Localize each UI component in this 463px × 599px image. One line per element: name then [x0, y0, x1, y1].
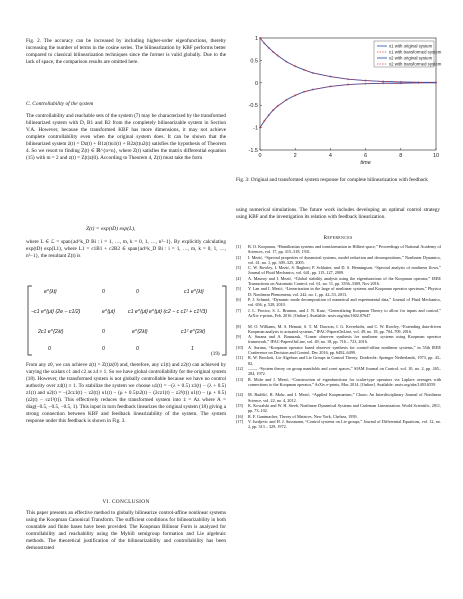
- reference-text: I. Mezić, “Spectral properties of dynamical systems, model reduction and decompositions,” Nonlinear Dynamics, vol. 41, no. 1, pp. 309–325, 2005.: [248, 254, 441, 265]
- x-tick-label: 2: [293, 153, 297, 159]
- reference-text: V. Jurdjevic and H. J. Sussmann, “Control systems on Lie groups,” Journal of Differential Equations, vol. 12, no. 2, pp. 313 – 329, 1972.: [248, 418, 441, 430]
- legend-label: x1 with original system: [389, 43, 433, 49]
- reference-number: [12]: [236, 365, 243, 371]
- reference-number: [10]: [236, 344, 243, 350]
- paragraph-intro: Fig. 2. The accuracy can be increased by including higher-order eigenfunctions, thereby increasing the number of terms in the cosine series. The bilinearization by KBF performs better compared to classical bilinearization techniques since the former is valid globally. Due to the lack of space, the comparison results are omitted here.: [26, 38, 226, 65]
- reference-text: R. F. Gantmacher, Theory of Matrices. New York, Chelsea, 1959.: [248, 413, 358, 419]
- matrix-r3c4: c1² e^{2λt}: [181, 329, 206, 335]
- matrix-right-bracket: [222, 286, 226, 355]
- matrix-r3c3: e^{2λt}: [132, 329, 148, 335]
- reference-number: [6]: [236, 297, 241, 302]
- reference-number: [13]: [236, 376, 243, 382]
- matrix-r3c2: 0: [102, 329, 105, 335]
- reference-number: [3]: [236, 265, 241, 271]
- x-tick-label: 4: [328, 153, 332, 159]
- matrix-r2c3: c1 e^{μt}: [128, 309, 148, 315]
- figure-3-caption: Fig. 3: Original and transformed system response for complete bilinearization with feedback: [236, 177, 428, 184]
- reference-number: [14]: [236, 392, 243, 398]
- matrix-r4c2: 0: [102, 346, 105, 352]
- reference-text: A. Surana, “Koopman operator based observer synthesis for control-affine nonlinear systems,” in 55th IEEE Conference on Decision and Control, Dec 2016, pp. 6492–6499.: [248, 344, 441, 355]
- reference-number: [2]: [236, 254, 241, 260]
- matrix-r4c4: 1: [191, 346, 194, 352]
- equation-zt: Z(t) = exp(tD) exp(L),: [86, 226, 136, 232]
- paragraph-global-controllability: From any z0, we can achieve z(t) = Z(t)z(0) and, therefore, any z1(t) and z2(t) can achieved by varying the scalars c1 and c2 as z4 ≡ 1. So we have global controllability for the original system (18). However, the transformed system is not globally controllable because we have no control authority over z4(t) ≡ 1. To stabilize the system we choose u1(t) = −(λ + 0.5) z1(t) − (λ + 0.5) z1(t) and u2(t) = −(2cz1(t) − z2(t)) u1(t) − (μ + 0.5)z2(t) − (2cz1(t) − z2²(t)) u1(t) − (μ + 0.5)(z2(t) − cz1²(t)). This effectively reduces the transformed system into ż = Az where A = diag(−0.5, −0.5, −0.5, 1). This input in turn feedback linearizes the original system (18) giving a strong connection between KBF and feedback linearizability of the system. The system response under this feedback is shown in Fig. 3.: [26, 362, 226, 424]
- paragraph-future-work: using numerical simulations. The future work includes developing an optimal control strategy using KBF and the investigation its relation with feedback linearization.: [236, 207, 440, 220]
- x-tick-label: 0: [258, 153, 262, 159]
- matrix-r4c3: 0: [136, 346, 139, 352]
- y-tick-label: 0.5: [250, 58, 258, 65]
- x-tick-label: 8: [399, 153, 403, 159]
- matrix-r1c4: c1 e^{λt}: [184, 289, 204, 295]
- matrix-equation-19: [26, 283, 231, 359]
- reference-text: J. L. Proctor, S. L. Brunton, and J. N. Kutz, “Generalizing Koopman Theory to allow for inputs and control,” ArXiv e-prints, Feb. 2016. [Online]. Available: arxiv.org/abs/1602.07647: [248, 307, 441, 318]
- y-tick-label: 1: [254, 36, 258, 42]
- reference-number: [1]: [236, 244, 241, 249]
- matrix-r2c2: e^{μt}: [102, 309, 116, 315]
- matrix-r2c4: e^{μt} (c2 − c c1² + c1³/3): [149, 309, 208, 315]
- references-heading: References: [323, 235, 353, 241]
- matrix-r4c1: 0: [48, 346, 51, 352]
- matrix-r1c1: e^{λt}: [44, 289, 57, 295]
- x-axis-label: time: [360, 160, 371, 166]
- y-tick-label: -1: [253, 125, 258, 132]
- reference-text: M. Budišić, R. Mohr, and I. Mezić, “Applied Koopmanism,” Chaos: An Interdisciplinary Journal of Nonlinear Science, vol. 22, no. 4, 2012.: [248, 392, 441, 403]
- equation-number-19: (19): [211, 351, 220, 357]
- reference-text: ——, “System theory on group manifolds and coset spaces,” SIAM Journal on Control, vol. 10, no. 2, pp. 265–284, 1972.: [248, 365, 441, 377]
- legend-label: x1 with transformed system: [389, 49, 442, 55]
- x-tick-label: 10: [432, 153, 440, 159]
- paragraph-where-l: where L ∈ ℒ = span{ad^k_D Bi : i = 1, …, m, k = 0, 1, …, n²−1}. By explicitly calculating exp(tD) exp(L1), where L1 = c1B1 + c2B2 ∈ span{ad^k_D Bi : i = 1, …, m, k = 0, 1, …, n²−1}, the resultant Z(t) is: [26, 239, 226, 259]
- matrix-left-bracket: [28, 286, 32, 355]
- reference-text: K. Kowalski and W. H. Steeb, Nonlinear Dynamical Systems and Carleman Linearization. World Scientific, 2011, pp. 73–102.: [248, 403, 441, 414]
- matrix-r1c3: 0: [136, 289, 139, 295]
- matrix-r2c1: −c1 e^{μt} (2e − c1/2): [31, 309, 81, 315]
- reference-text: P. J. Schmid, “Dynamic mode decomposition of numerical and experimental data,” Journal of Fluid Mechanics, vol. 656, p. 528, 2010.: [248, 297, 441, 308]
- legend-label: x2 with original system: [389, 55, 433, 61]
- reference-text: A. Surana and A. Banaszuk, “Linear observer synthesis for nonlinear systems using Koopman operator framework,” IFAC-PapersOnLine, vol. 49, no. 18, pp. 716 – 723, 2016.: [248, 334, 441, 345]
- reference-text: C. W. Rowley, I. Mezić, S. Bagheri, P. Schlatter, and D. S. Henningson, “Spectral analysis of nonlinear flows,” Journal of Fluid Mechanics, vol. 641, pp. 115–127, 2009.: [248, 265, 441, 276]
- y-tick-label: -0.5: [248, 103, 258, 110]
- y-tick-label: -1.5: [248, 148, 258, 154]
- legend-label: x2 with transformed system: [389, 61, 442, 67]
- reference-number: [4]: [236, 275, 241, 281]
- x-tick-label: 6: [364, 153, 368, 159]
- figure-3-chart: [236, 34, 442, 168]
- reference-number: [5]: [236, 286, 241, 292]
- paragraph-conclusion: This paper presents an effective method to globally bilinearize control-affine nonlinear systems using the Koopman Canonical Transform. The sufficient conditions for bilinearizability in both countable and finite bases have been provided. The Koopman Bilinear Form is analyzed for controllability and reachability using the Myhill semigroup formation and Lie algebraic methods. The theoretical justification of the bilinearizability and controllability has been demonstrated: [26, 510, 226, 551]
- reference-number: [11]: [236, 355, 243, 361]
- reference-text: M. O. Williams, M. S. Hemati, S. T. M. Dawson, I. G. Kevrekidis, and C. W. Rowley, “Extending data-driven Koopman analysis to actuated systems,” IFAC-PapersOnLine, vol. 49, no. 18, pp. 704–709, 2016.: [248, 323, 441, 334]
- reference-number: [8]: [236, 323, 241, 329]
- reference-text: A. Mauroy and I. Mezić, “Global stability analysis using the eigenfunctions of the Koopman operator,” IEEE Transactions on Automatic Control, vol. 61, no. 11, pp. 3356–3369, Nov 2016.: [248, 275, 441, 287]
- reference-text: B. O. Koopman, “Hamiltonian systems and transformation in Hilbert space,” Proceedings of National Academy of Sciences, vol. 17, pp. 315–318, 1931.: [248, 244, 441, 255]
- y-tick-label: 0: [254, 80, 258, 87]
- reference-number: [9]: [236, 334, 241, 340]
- section-heading-conclusion: VI. CONCLUSION: [102, 499, 150, 505]
- reference-number: [16]: [236, 413, 243, 419]
- matrix-r1c2: 0: [102, 289, 105, 295]
- paragraph-controllability: The controllability and reachable sets of the system (7) may be characterized by the transformed bilinearized system with D, B1 and B2 from the completely bilinearizable system in Section V.A. However, because the transformed KBF has more dimensions, it may not achieve complete controllability even when the original system does. It can be shown that the bilinearized system ż(t) = Dz(t) + B1z(t)u1(t) + B2z(t)u2(t) satisfies the hypothesis of Theorem 4. So we resort to finding Z(t) ∈ ℝ^{n×n}, where Z(t) satisfies the matrix differential equation (15) with m = 2 and z(t) = Z(t)z(0). According to Theorem 4, Z(t) must take the form: [26, 113, 226, 161]
- matrix-r3c1: 2c1 e^{2λt}: [38, 329, 64, 335]
- reference-text: Y. Lan and I. Mezić, “Linearization in the large of nonlinear systems and Koopman operator spectrum,” Physica D: Nonlinear Phenomena, vol. 242, no. 1, pp. 42–53, 2013.: [248, 286, 441, 297]
- reference-number: [15]: [236, 403, 243, 408]
- section-heading-controllability: C. Controllability of the system: [26, 101, 94, 107]
- reference-text: R. Mohr and I. Mezić, “Construction of eigenfunctions for scalar-type operators via Laplace averages with connections to the Koopman operator,” ArXiv e-prints, Mar. 2014. [Online]. Available: arxiv.org/abs/1403.6559: [248, 376, 441, 387]
- reference-text: R. W. Brockett, Lie Algebras and Lie Groups in Control Theory. Dordrecht: Springer Netherlands, 1973, pp. 43–82.: [248, 355, 441, 366]
- reference-number: [17]: [236, 418, 243, 424]
- reference-number: [7]: [236, 307, 241, 313]
